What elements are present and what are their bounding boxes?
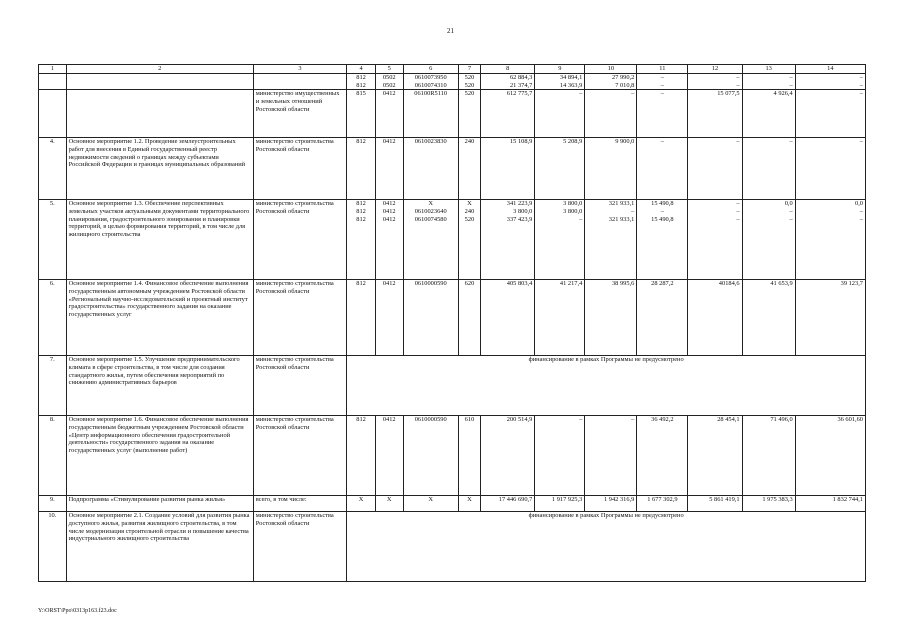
cell-value: 34 894,1 — [559, 74, 583, 81]
value-cell — [458, 200, 480, 280]
cell-value: – — [579, 215, 583, 223]
value-cell — [585, 74, 637, 90]
value-cell — [481, 90, 535, 138]
value-cell — [637, 138, 688, 200]
executor: министерство строительства Ростовской области — [253, 416, 347, 496]
cell-value: 1 975 383,3 — [762, 496, 793, 504]
column-header: 8 — [481, 65, 535, 74]
cell-value: 520 — [464, 81, 475, 89]
cell-value: 620 — [464, 280, 475, 288]
column-header: 4 — [347, 65, 376, 74]
table-row — [39, 200, 866, 280]
cell-value: 1 917 925,3 — [551, 496, 583, 504]
cell-value: 812 — [356, 215, 366, 223]
row-number: 10. — [39, 512, 67, 582]
value-cell — [535, 138, 585, 200]
value-cell — [742, 496, 795, 512]
value-cell — [742, 90, 795, 138]
value-cell — [403, 74, 458, 90]
cell-value: – — [736, 208, 740, 216]
measure-name: Основное мероприятие 1.4. Финансовое обеспечение выполнения государственным автономным учреждением Ростовской области «Региональный научно-исследовательский и проектный институт градостроительства» государственного задания на оказание государственных услуг — [66, 280, 253, 356]
column-header: 13 — [742, 65, 795, 74]
row-number — [39, 90, 67, 138]
value-cell — [688, 280, 742, 356]
cell-value: 15 108,9 — [509, 138, 533, 146]
cell-value: 0412 — [382, 200, 396, 208]
value-cell — [742, 416, 795, 496]
cell-value: – — [789, 81, 793, 89]
value-cell — [481, 200, 535, 280]
value-cell — [481, 280, 535, 356]
value-cell — [375, 416, 403, 496]
executor: министерство строительства Ростовской области — [253, 138, 347, 200]
cell-value: 21 374,7 — [509, 81, 533, 89]
cell-value: 5 861 419,1 — [709, 496, 740, 504]
cell-value: 7 010,8 — [615, 81, 635, 89]
value-cell — [535, 90, 585, 138]
column-header: 11 — [637, 65, 688, 74]
value-cell — [535, 416, 585, 496]
cell-value: 1 942 316,9 — [604, 496, 635, 504]
cell-value: 0610073950 — [414, 74, 447, 81]
value-cell — [688, 200, 742, 280]
cell-value: 3 800,0 — [513, 208, 533, 216]
cell-value: 812 — [356, 81, 366, 89]
cell-value: 14 363,9 — [559, 81, 583, 89]
row-number: 8. — [39, 416, 67, 496]
cell-value: 812 — [356, 208, 366, 216]
cell-value: – — [859, 74, 863, 81]
table-row — [39, 280, 866, 356]
value-cell — [375, 496, 403, 512]
table-row — [39, 74, 866, 90]
value-cell — [688, 74, 742, 90]
cell-value: 4 926,4 — [773, 90, 793, 98]
cell-value: 341 223,9 — [506, 200, 533, 208]
cell-value: – — [789, 215, 793, 223]
column-header: 10 — [585, 65, 637, 74]
cell-value: – — [736, 81, 740, 89]
value-cell — [347, 496, 376, 512]
cell-value: 06100R5110 — [414, 90, 448, 98]
value-cell — [481, 74, 535, 90]
value-cell — [375, 74, 403, 90]
executor: министерство строительства Ростовской области — [253, 280, 347, 356]
measure-name: Основное мероприятие 1.6. Финансовое обеспечение выполнения государственным бюджетным учреждением Ростовской области «Центр информационного обеспечения градостроительной деятельности» государственного задания на оказание государственных услуг (выполнение работ) — [66, 416, 253, 496]
value-cell — [458, 74, 480, 90]
cell-value: 405 803,4 — [506, 280, 533, 288]
value-cell — [458, 416, 480, 496]
column-header: 1 — [39, 65, 67, 74]
cell-value: – — [859, 215, 863, 223]
value-cell — [535, 74, 585, 90]
cell-value: 0610023640 — [414, 208, 447, 216]
cell-value: 3 800,0 — [563, 208, 583, 216]
measure-name — [66, 74, 253, 90]
cell-value: 812 — [356, 200, 366, 208]
cell-value: 612 775,7 — [506, 90, 533, 98]
value-cell — [637, 74, 688, 90]
executor: министерство строительства Ростовской области — [253, 200, 347, 280]
value-cell — [637, 416, 688, 496]
value-cell — [795, 416, 865, 496]
measure-name: Основное мероприятие 1.2. Проведение землеустроительных работ для внесения в Единый государственный реестр недвижимости сведений о границах между субъектами Российской Федерации и границах муниципальных образований — [66, 138, 253, 200]
value-cell — [742, 138, 795, 200]
cell-value: – — [736, 215, 740, 223]
value-cell — [795, 90, 865, 138]
cell-value: 0,0 — [784, 200, 793, 208]
cell-value: X — [358, 496, 364, 504]
cell-value: – — [789, 208, 793, 216]
value-cell — [375, 138, 403, 200]
cell-value: 9 900,0 — [615, 138, 635, 146]
cell-value: 812 — [356, 138, 366, 146]
value-cell — [637, 90, 688, 138]
value-cell — [458, 280, 480, 356]
cell-value: 27 990,2 — [611, 74, 635, 81]
column-header: 9 — [535, 65, 585, 74]
executor — [253, 74, 347, 90]
cell-value: – — [631, 416, 635, 424]
measure-name: Подпрограмма «Стимулирование развития рынка жилья» — [66, 496, 253, 512]
cell-value: 15 077,5 — [717, 90, 740, 98]
executor: министерство строительства Ростовской области — [253, 512, 347, 582]
cell-value: X — [428, 496, 433, 504]
cell-value: 815 — [356, 90, 366, 98]
value-cell — [637, 200, 688, 280]
row-number: 7. — [39, 356, 67, 416]
column-header: 6 — [403, 65, 458, 74]
cell-value: – — [660, 208, 664, 216]
cell-value: – — [789, 74, 793, 81]
cell-value: 5 208,9 — [563, 138, 583, 146]
cell-value: 0610074580 — [414, 215, 447, 223]
value-cell — [403, 496, 458, 512]
cell-value: 321 933,1 — [608, 200, 635, 208]
cell-value: – — [579, 416, 583, 424]
cell-value: 0412 — [382, 416, 396, 424]
cell-value: 0412 — [382, 138, 396, 146]
value-cell — [795, 138, 865, 200]
cell-value: 520 — [464, 215, 475, 223]
row-number: 4. — [39, 138, 67, 200]
cell-value: – — [579, 90, 583, 98]
column-header: 12 — [688, 65, 742, 74]
cell-value: 0610000590 — [414, 416, 447, 424]
cell-value: 40184,6 — [718, 280, 740, 288]
cell-value: X — [467, 200, 472, 208]
measure-name: Основное мероприятие 2.1. Создание условий для развития рынка доступного жилья, развития жилищного строительства, в том числе модернизация строительной отрасли и повышение качества индустриального жилищного строительства — [66, 512, 253, 582]
cell-value: 240 — [464, 208, 475, 216]
cell-value: 812 — [356, 416, 366, 424]
value-cell — [742, 280, 795, 356]
value-cell — [535, 280, 585, 356]
cell-value: 15 490,8 — [651, 200, 674, 208]
value-cell — [742, 200, 795, 280]
value-cell — [481, 138, 535, 200]
value-cell — [347, 90, 376, 138]
value-cell — [347, 138, 376, 200]
value-cell — [585, 496, 637, 512]
cell-value: 0610074310 — [414, 81, 447, 89]
cell-value: 0610000590 — [414, 280, 447, 288]
cell-value: 812 — [356, 74, 366, 81]
value-cell — [403, 200, 458, 280]
column-header: 3 — [253, 65, 347, 74]
value-cell — [375, 90, 403, 138]
cell-value: – — [859, 90, 863, 98]
value-cell — [458, 90, 480, 138]
value-cell — [347, 200, 376, 280]
cell-value: X — [428, 200, 433, 208]
cell-value: – — [660, 81, 664, 89]
table-header-row — [39, 65, 866, 74]
executor: министерство строительства Ростовской области — [253, 356, 347, 416]
cell-value: 17 446 690,7 — [498, 496, 533, 504]
cell-value: 1 677 302,9 — [647, 496, 678, 504]
row-number: 5. — [39, 200, 67, 280]
executor: всего, в том числе: — [253, 496, 347, 512]
cell-value: 15 490,8 — [651, 215, 674, 223]
cell-value: 520 — [464, 74, 475, 81]
table-row — [39, 416, 866, 496]
table-row — [39, 356, 866, 416]
value-cell — [637, 496, 688, 512]
value-cell — [795, 200, 865, 280]
value-cell — [347, 280, 376, 356]
value-cell — [637, 280, 688, 356]
column-header: 7 — [458, 65, 480, 74]
value-cell — [403, 138, 458, 200]
cell-value: X — [386, 496, 392, 504]
value-cell — [585, 200, 637, 280]
row-number — [39, 74, 67, 90]
value-cell — [688, 416, 742, 496]
cell-value: 0412 — [382, 208, 396, 216]
measure-name: Основное мероприятие 1.3. Обеспечение перспективных земельных участков актуальными документами территориального планирования, градостроительного зонирования и планировки территорий, в целью формирования территорий, в том числе для жилищного строительства — [66, 200, 253, 280]
value-cell — [481, 416, 535, 496]
column-header: 14 — [795, 65, 865, 74]
value-cell — [795, 74, 865, 90]
cell-value: 0,0 — [855, 200, 863, 208]
row-number: 6. — [39, 280, 67, 356]
value-cell — [688, 90, 742, 138]
cell-value: – — [736, 200, 740, 208]
no-funding-note: финансирование в рамках Программы не предусмотрено — [347, 356, 866, 416]
cell-value: – — [859, 208, 863, 216]
cell-value: 0610023830 — [414, 138, 447, 146]
cell-value: 337 423,9 — [506, 215, 533, 223]
column-header: 2 — [66, 65, 253, 74]
value-cell — [403, 90, 458, 138]
value-cell — [585, 280, 637, 356]
value-cell — [585, 138, 637, 200]
value-cell — [347, 74, 376, 90]
column-header: 5 — [375, 65, 403, 74]
value-cell — [535, 200, 585, 280]
value-cell — [585, 416, 637, 496]
cell-value: 240 — [464, 138, 475, 146]
cell-value: 0412 — [382, 90, 396, 98]
measure-name: Основное мероприятие 1.5. Улучшение предпринимательского климата в сфере строительства, в том числе для создания стандартного жилья, путем обеспечения мероприятий по снижению административных барьеров — [66, 356, 253, 416]
value-cell — [795, 496, 865, 512]
cell-value: 28 287,2 — [651, 280, 674, 288]
cell-value: X — [467, 496, 472, 504]
cell-value: – — [660, 90, 664, 98]
cell-value: 71 496,0 — [770, 416, 793, 424]
table-row — [39, 512, 866, 582]
measure-name — [66, 90, 253, 138]
cell-value: – — [789, 138, 793, 146]
cell-value: 38 995,6 — [611, 280, 635, 288]
cell-value: 41 217,4 — [559, 280, 583, 288]
value-cell — [375, 200, 403, 280]
value-cell — [458, 496, 480, 512]
cell-value: 36 601,60 — [837, 416, 863, 424]
page-number: 21 — [447, 27, 454, 35]
value-cell — [585, 90, 637, 138]
value-cell — [688, 138, 742, 200]
value-cell — [347, 416, 376, 496]
cell-value: 610 — [464, 416, 475, 424]
value-cell — [375, 280, 403, 356]
cell-value: 0412 — [382, 215, 396, 223]
cell-value: 200 514,9 — [506, 416, 533, 424]
cell-value: 36 492,2 — [651, 416, 674, 424]
cell-value: – — [660, 138, 664, 146]
cell-value: – — [859, 138, 863, 146]
value-cell — [795, 280, 865, 356]
value-cell — [535, 496, 585, 512]
no-funding-note: финансирование в рамках Программы не предусмотрено — [347, 512, 866, 582]
cell-value: 62 884,3 — [509, 74, 533, 81]
value-cell — [403, 416, 458, 496]
cell-value: 812 — [356, 280, 366, 288]
cell-value: 520 — [464, 90, 475, 98]
cell-value: 41 653,9 — [770, 280, 793, 288]
value-cell — [458, 138, 480, 200]
value-cell — [688, 496, 742, 512]
table-row — [39, 138, 866, 200]
cell-value: 0412 — [382, 280, 396, 288]
cell-value: – — [660, 74, 664, 81]
cell-value: – — [736, 138, 740, 146]
cell-value: – — [859, 81, 863, 89]
budget-table — [38, 64, 866, 582]
executor: министерство имущественных и земельных отношений Ростовской области — [253, 90, 347, 138]
value-cell — [742, 74, 795, 90]
value-cell — [403, 280, 458, 356]
cell-value: 0502 — [382, 74, 396, 81]
cell-value: 1 832 744,1 — [832, 496, 863, 504]
cell-value: – — [631, 90, 635, 98]
cell-value: 0502 — [382, 81, 396, 89]
table-row — [39, 90, 866, 138]
cell-value: – — [736, 74, 740, 81]
cell-value: 321 933,1 — [608, 215, 635, 223]
cell-value: 39 123,7 — [840, 280, 863, 288]
cell-value: 3 800,0 — [563, 200, 583, 208]
cell-value: 28 454,1 — [717, 416, 740, 424]
value-cell — [481, 496, 535, 512]
cell-value: – — [631, 208, 635, 216]
footer-file-path: Y:\ORST\Ppo\0313p163.f23.doc — [38, 608, 117, 614]
table-row — [39, 496, 866, 512]
row-number: 9. — [39, 496, 67, 512]
